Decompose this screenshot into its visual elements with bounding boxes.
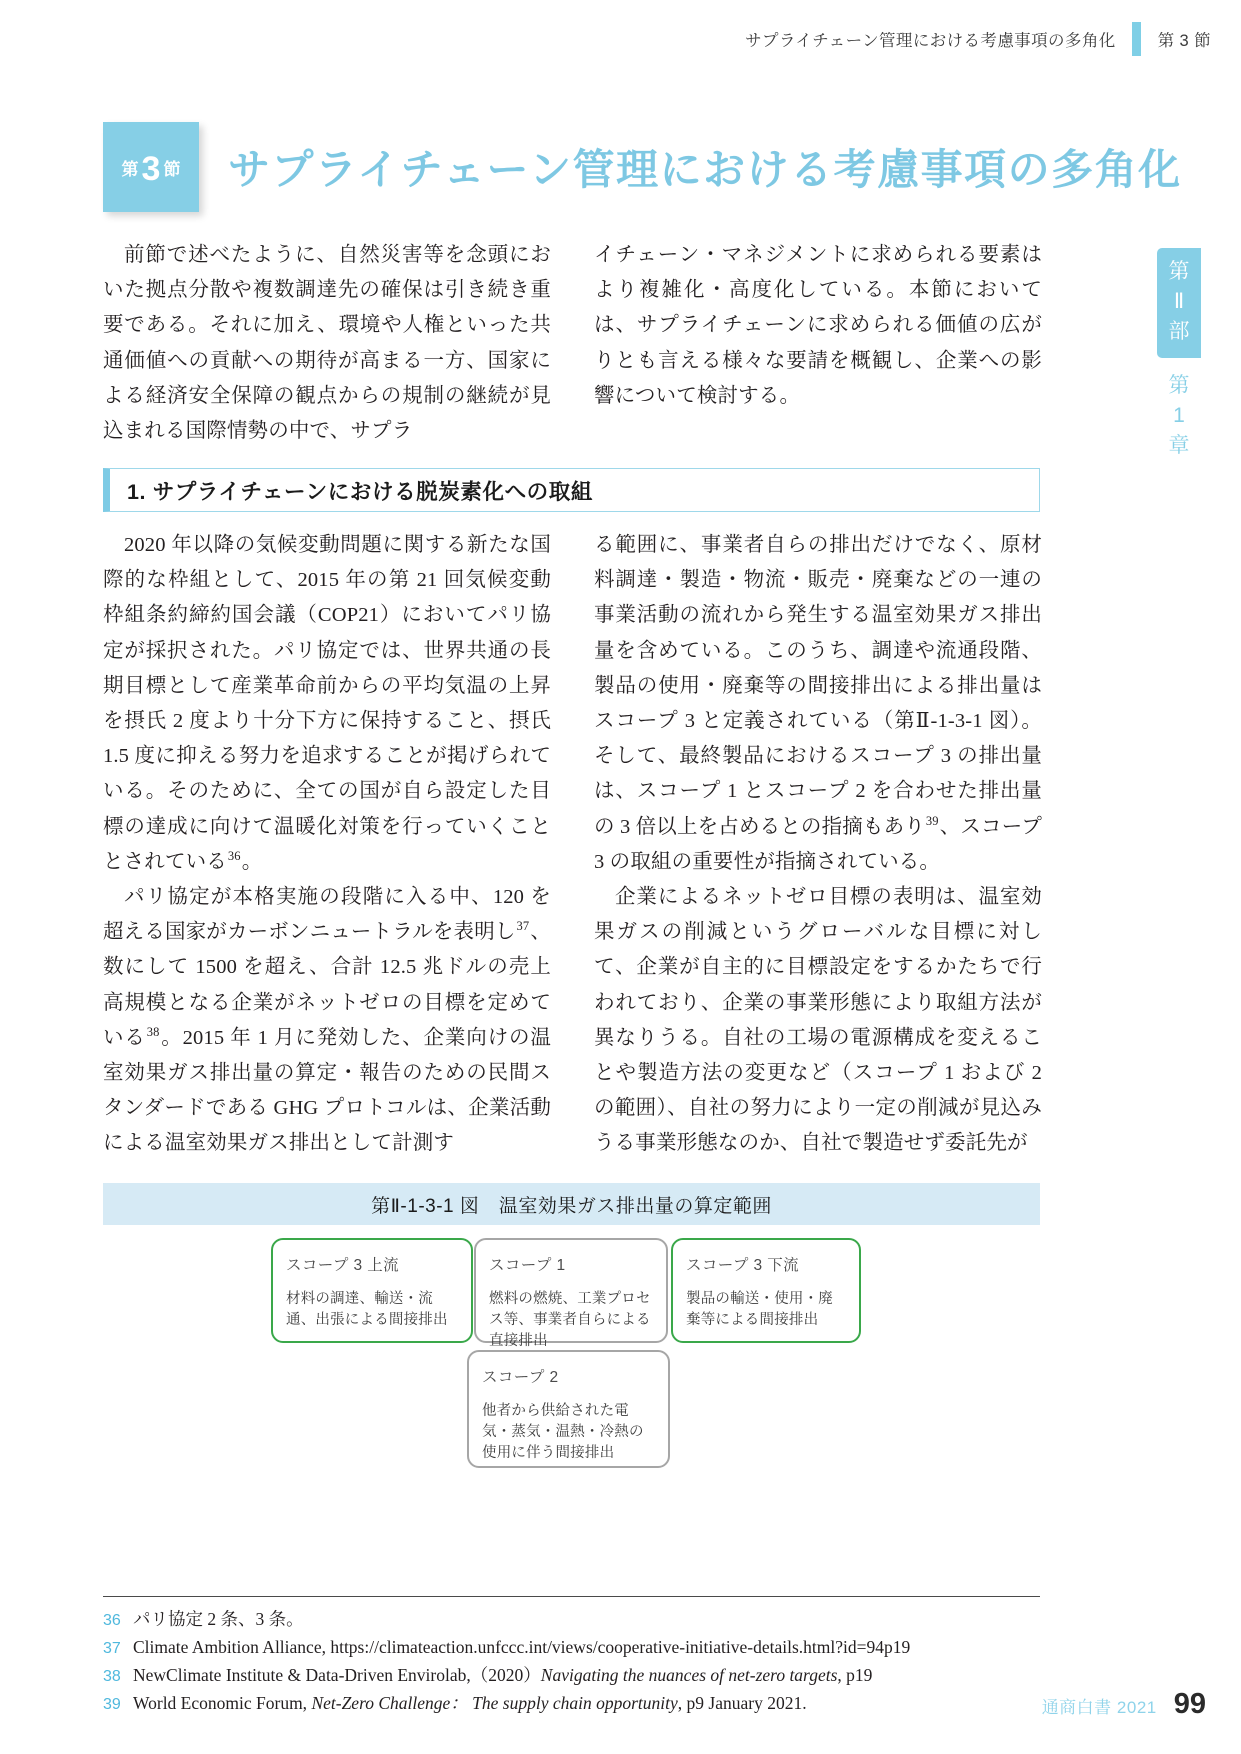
diagram-box-title: スコープ 2	[482, 1369, 559, 1386]
intro-column-left	[103, 238, 551, 449]
body-paragraph-right-1	[594, 528, 1042, 880]
footnote-number: 39	[103, 1696, 121, 1713]
diagram-box-scope2	[467, 1350, 670, 1468]
footnote-text-italic: Navigating the nuances of net-zero targets	[540, 1665, 838, 1685]
intro-columns	[103, 238, 1042, 449]
body-paragraph-left-1	[103, 528, 551, 880]
footnote-ref-36[interactable]: 36	[227, 849, 241, 863]
footnote-item	[103, 1690, 1053, 1718]
diagram-box-scope3-downstream	[671, 1238, 861, 1343]
section-title-block	[103, 122, 1182, 212]
side-tab-part-char-2: 部	[1168, 320, 1190, 343]
section-badge-prefix: 第	[121, 159, 139, 179]
side-tab-chapter	[1157, 358, 1201, 461]
footnote-text-post: , p19	[837, 1665, 873, 1685]
footnote-text: パリ協定 2 条、3 条。	[133, 1609, 304, 1629]
running-head-title: サプライチェーン管理における考慮事項の多角化	[745, 32, 1116, 50]
footnote-text-italic: Net-Zero Challenge： The supply chain opportunity	[311, 1693, 678, 1713]
footnote-number: 37	[103, 1640, 121, 1657]
body-text: 。2015 年 1 月に発効した、企業向けの温室効果ガス排出量の算定・報告のための民間スタンダードである GHG プロトコルは、企業活動による温室効果ガス排出として計測す	[103, 1026, 551, 1155]
diagram-box-description: 製品の輸送・使用・廃棄等による間接排出	[686, 1291, 833, 1328]
body-text: る範囲に、事業者自らの排出だけでなく、原材料調達・製造・物流・販売・廃棄などの一連の事業活動の流れから発生する温室効果ガス排出量を含めている。このうち、調達や流通段階、製品の使用・廃棄等の間接排出による排出量はスコープ 3 と定義されている（第Ⅱ-1-3-1 図）。そして、最終製品におけるスコープ 3 の排出量は、スコープ 1 とスコープ 2 を合わせた排出量の 3 倍以上を占めるとの指摘もあり	[594, 534, 1042, 838]
page-number: 99	[1173, 1688, 1206, 1720]
figure-block	[103, 1183, 1040, 1515]
body-text: 、スコープ 3 の取組の重要性が指摘されている。	[594, 815, 1043, 873]
diagram-box-description: 他者から供給された電気・蒸気・温熱・冷熱の使用に伴う間接排出	[482, 1403, 644, 1461]
body-columns	[103, 528, 1042, 1162]
section-badge-number: 3	[141, 149, 161, 188]
side-tab-chapter-char-0: 第	[1168, 374, 1190, 397]
side-tab-part	[1157, 248, 1201, 358]
side-tab-chapter-char-2: 章	[1168, 434, 1190, 457]
body-paragraph-left-2	[103, 880, 551, 1162]
diagram-box-title: スコープ 3 上流	[286, 1257, 400, 1274]
diagram-box-scope3-upstream	[271, 1238, 473, 1343]
intro-column-right	[594, 238, 1042, 449]
section-badge-suffix: 節	[163, 159, 181, 179]
footnote-item	[103, 1662, 1053, 1690]
side-tab-part-char-0: 第	[1168, 260, 1190, 283]
footnote-ref-38[interactable]: 38	[146, 1025, 160, 1040]
figure-caption: 第Ⅱ-1-3-1 図 温室効果ガス排出量の算定範囲	[103, 1183, 1040, 1225]
footnote-list	[103, 1606, 1053, 1718]
diagram-box-title: スコープ 1	[489, 1257, 566, 1274]
running-head-section: 第 3 節	[1157, 32, 1211, 50]
page-title: サプライチェーン管理における考慮事項の多角化	[228, 148, 1182, 194]
page-footer	[1042, 1688, 1206, 1721]
body-text: 、数にして 1500 を超え、合計 12.5 兆ドルの売上高規模となる企業がネットゼロの目標を定めている	[103, 921, 552, 1049]
running-head	[745, 22, 1211, 56]
intro-paragraph-left: 前節で述べたように、自然災害等を念頭においた拠点分散や複数調達先の確保は引き続き重要である。それに加え、環境や人権といった共通価値への貢献への期待が高まる一方、国家による経済安全保障の観点からの規制の継続が見込まれる国際情勢の中で、サプラ	[103, 244, 551, 443]
footnote-number: 38	[103, 1668, 121, 1685]
figure-diagram	[103, 1225, 1040, 1515]
diagram-box-description: 材料の調達、輸送・流通、出張による間接排出	[286, 1291, 448, 1328]
diagram-box-scope1	[474, 1238, 668, 1349]
intro-paragraph-right: イチェーン・マネジメントに求められる要素はより複雑化・高度化している。本節においては、サプライチェーンに求められる価値の広がりとも言える様々な要請を概観し、企業への影響について検討する。	[594, 244, 1042, 407]
side-tab-part-char-1: Ⅱ	[1173, 290, 1185, 313]
footnote-divider	[103, 1596, 1040, 1597]
footnote-text-pre: NewClimate Institute & Data-Driven Envirolab,（2020）	[133, 1665, 541, 1685]
body-text: パリ協定が本格実施の段階に入る中、120 を超える国家がカーボンニュートラルを表明し	[103, 886, 551, 944]
running-head-divider-bar	[1132, 22, 1141, 56]
diagram-box-description: 燃料の燃焼、工業プロセス等、事業者自らによる直接排出	[489, 1291, 651, 1349]
subsection-heading-box	[103, 468, 1040, 512]
diagram-box-title: スコープ 3 下流	[686, 1257, 800, 1274]
side-tab-chapter-char-1: 1	[1173, 404, 1185, 427]
footnote-ref-39[interactable]: 39	[925, 813, 939, 828]
body-paragraph-right-2: 企業によるネットゼロ目標の表明は、温室効果ガスの削減というグローバルな目標に対して、企業が自主的に目標設定をするかたちで行われており、企業の事業形態により取組方法が異なりうる。自社の工場の電源構成を変えることや製造方法の変更など（スコープ 1 および 2 の範囲）、自社の努力により一定の削減が見込みうる事業形態なのか、自社で製造せず委託先が	[594, 886, 1042, 1155]
footnote-text-post: , p9 January 2021.	[677, 1693, 807, 1713]
body-text: 。	[241, 850, 263, 873]
section-number-badge	[103, 122, 199, 212]
body-text: 2020 年以降の気候変動問題に関する新たな国際的な枠組として、2015 年の第 21 回気候変動枠組条約締約国会議（COP21）においてパリ協定が採択された。パリ協定では、世界共通の長期目標として産業革命前からの平均気温の上昇を摂氏 2 度より十分下方に保持すること、摂氏 1.5 度に抑える努力を追求することが掲げられている。そのために、全ての国が自ら設定した目標の達成に向けて温暖化対策を行っていくこととされている	[103, 534, 551, 873]
footnote-text[interactable]: Climate Ambition Alliance, https://climateaction.unfccc.int/views/cooperative-initiative-details.html?id=94p19	[133, 1637, 911, 1657]
publication-name: 通商白書 2021	[1041, 1698, 1157, 1717]
footnote-text-pre: World Economic Forum,	[133, 1693, 312, 1713]
footnote-ref-37[interactable]: 37	[516, 919, 530, 934]
body-column-left	[103, 528, 551, 1162]
footnote-text	[133, 1662, 872, 1689]
footnote-item	[103, 1634, 1053, 1662]
footnote-number: 36	[103, 1612, 121, 1629]
side-tab	[1157, 248, 1201, 461]
footnote-item	[103, 1606, 1053, 1634]
footnote-text	[133, 1690, 807, 1717]
body-column-right	[594, 528, 1042, 1162]
subsection-heading-label: 1. サプライチェーンにおける脱炭素化への取組	[127, 479, 593, 504]
